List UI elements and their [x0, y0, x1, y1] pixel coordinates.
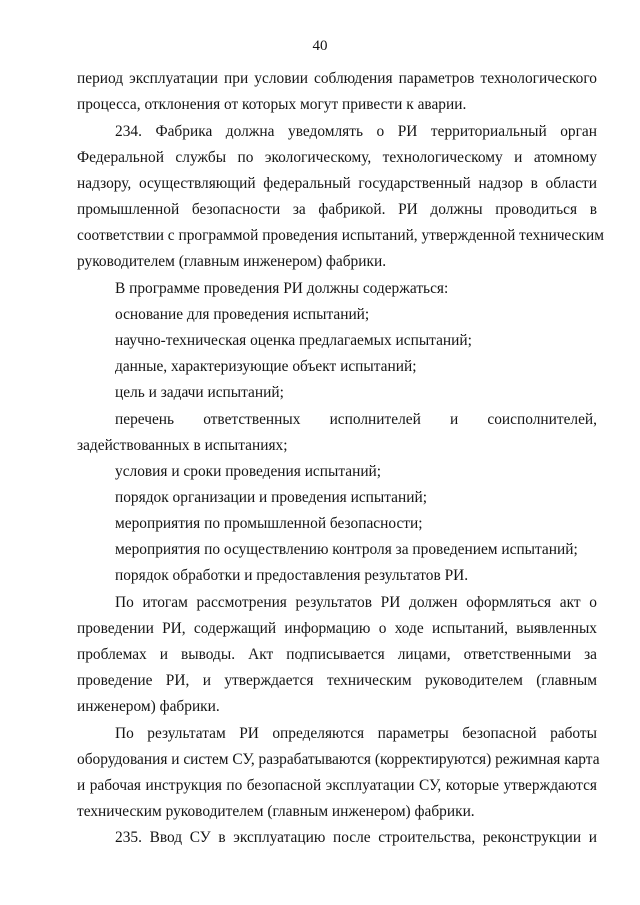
text-line: По результатам РИ определяются параметры безопасной работы	[115, 725, 597, 742]
text-line: цель и задачи испытаний;	[115, 384, 284, 401]
text-line: задействованных в испытаниях;	[77, 437, 288, 454]
text-line: условия и сроки проведения испытаний;	[115, 463, 382, 480]
text-line: В программе проведения РИ должны содержаться:	[115, 280, 449, 297]
text-line: техническим руководителем (главным инженером) фабрики.	[77, 803, 475, 820]
text-line: Федеральной службы по экологическому, технологическому и атомному	[77, 149, 597, 166]
text-line: проблемах и выводы. Акт подписывается лицами, ответственными за	[77, 646, 597, 663]
text-line: и рабочая инструкция по безопасной эксплуатации СУ, которые утверждаются	[77, 777, 597, 794]
text-line: проведение РИ, и утверждается техническим руководителем (главным	[77, 672, 597, 689]
text-line: порядок организации и проведения испытаний;	[115, 489, 427, 506]
text-line: порядок обработки и предоставления результатов РИ.	[115, 567, 469, 584]
text-line: 234. Фабрика должна уведомлять о РИ территориальный орган	[115, 123, 597, 140]
text-line: основание для проведения испытаний;	[115, 306, 370, 323]
text-line: оборудования и систем СУ, разрабатываются (корректируются) режимная карта	[77, 751, 600, 768]
text-line: промышленной безопасности за фабрикой. РИ должны проводиться в	[77, 201, 597, 218]
text-line: данные, характеризующие объект испытаний;	[115, 358, 417, 375]
text-line: 235. Ввод СУ в эксплуатацию после строительства, реконструкции и	[115, 829, 597, 846]
text-line: инженером) фабрики.	[77, 698, 220, 715]
text-line: научно-техническая оценка предлагаемых испытаний;	[115, 332, 472, 349]
text-line: период эксплуатации при условии соблюдения параметров технологического	[77, 70, 597, 87]
text-line: По итогам рассмотрения результатов РИ должен оформляться акт о	[115, 594, 597, 611]
text-line: руководителем (главным инженером) фабрики.	[77, 253, 387, 270]
text-line: процесса, отклонения от которых могут привести к аварии.	[77, 96, 467, 113]
text-line: проведении РИ, содержащий информацию о ходе испытаний, выявленных	[77, 620, 597, 637]
text-line: надзору, осуществляющий федеральный государственный надзор в области	[77, 175, 597, 192]
page-number: 40	[312, 38, 328, 54]
text-line: мероприятия по промышленной безопасности;	[115, 515, 423, 532]
text-line: перечень ответственных исполнителей и соисполнителей,	[115, 411, 597, 428]
text-line: мероприятия по осуществлению контроля за проведением испытаний;	[115, 541, 578, 558]
text-line: соответствии с программой проведения испытаний, утвержденной техническим	[77, 227, 604, 244]
